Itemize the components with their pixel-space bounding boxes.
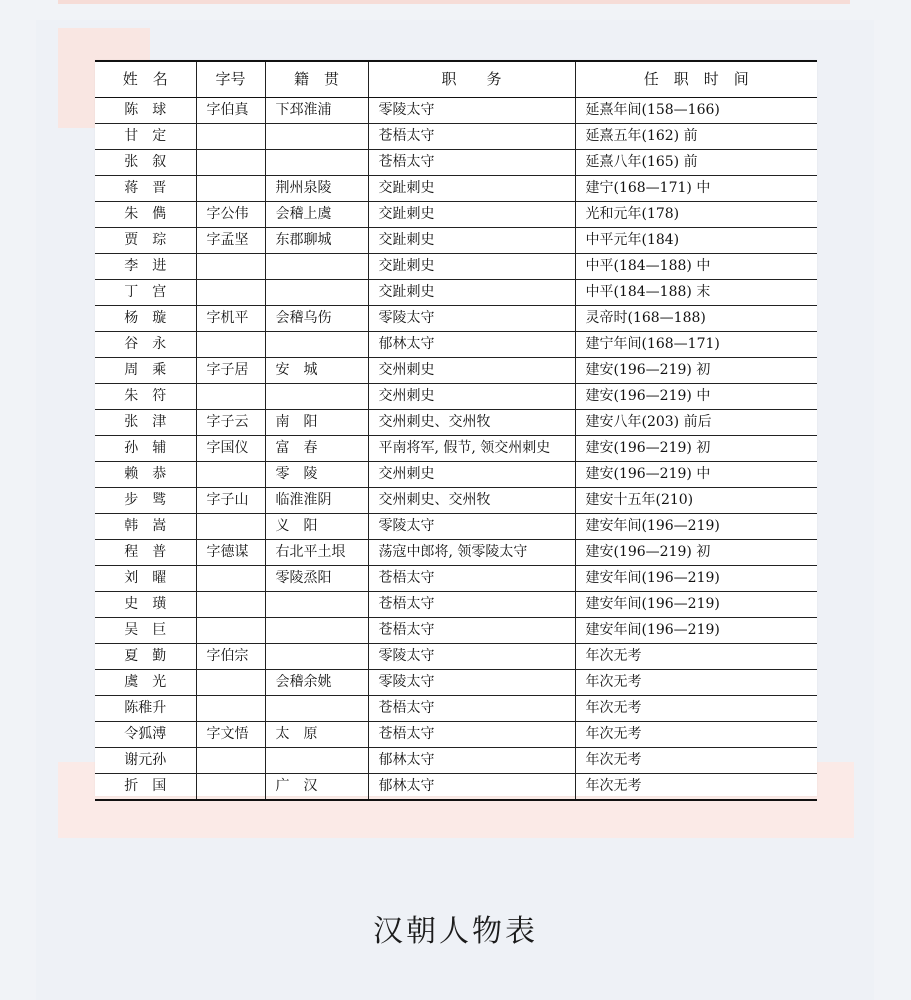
header-term-of-office: 任 职 时 间	[575, 61, 817, 98]
cell-courtesy-name	[196, 696, 265, 722]
table-row	[95, 254, 817, 280]
cell-courtesy-name	[196, 670, 265, 696]
cell-courtesy-name: 字伯真	[196, 98, 265, 124]
cell-native-place: 富 春	[265, 436, 368, 462]
cell-native-place: 荆州泉陵	[265, 176, 368, 202]
cell-term: 建安八年(203) 前后	[575, 410, 817, 436]
cell-term: 年次无考	[575, 670, 817, 696]
cell-courtesy-name	[196, 514, 265, 540]
cell-native-place: 安 城	[265, 358, 368, 384]
cell-office: 零陵太守	[368, 670, 575, 696]
cell-office: 交趾刺史	[368, 202, 575, 228]
top-decorative-strip	[58, 0, 850, 4]
cell-name: 蒋 晋	[95, 176, 196, 202]
table-row	[95, 618, 817, 644]
table-header-row	[95, 61, 817, 98]
cell-courtesy-name: 字子居	[196, 358, 265, 384]
header-name: 姓 名	[95, 61, 196, 98]
cell-native-place: 零陵烝阳	[265, 566, 368, 592]
cell-name: 谷 永	[95, 332, 196, 358]
table-row	[95, 332, 817, 358]
cell-office: 零陵太守	[368, 306, 575, 332]
cell-term: 建安年间(196—219)	[575, 592, 817, 618]
table-row	[95, 98, 817, 124]
table-row	[95, 124, 817, 150]
cell-name: 孙 辅	[95, 436, 196, 462]
cell-office: 苍梧太守	[368, 566, 575, 592]
cell-term: 光和元年(178)	[575, 202, 817, 228]
table-row	[95, 748, 817, 774]
cell-name: 周 乘	[95, 358, 196, 384]
cell-native-place: 右北平土垠	[265, 540, 368, 566]
cell-courtesy-name	[196, 254, 265, 280]
cell-term: 中平(184—188) 中	[575, 254, 817, 280]
cell-office: 郁林太守	[368, 774, 575, 801]
cell-office: 郁林太守	[368, 332, 575, 358]
table-row	[95, 150, 817, 176]
cell-term: 建宁年间(168—171)	[575, 332, 817, 358]
cell-term: 建安年间(196—219)	[575, 514, 817, 540]
cell-office: 交趾刺史	[368, 280, 575, 306]
cell-term: 年次无考	[575, 696, 817, 722]
cell-name: 李 进	[95, 254, 196, 280]
cell-office: 苍梧太守	[368, 696, 575, 722]
table-row	[95, 228, 817, 254]
table-row	[95, 566, 817, 592]
cell-office: 苍梧太守	[368, 618, 575, 644]
cell-courtesy-name	[196, 566, 265, 592]
table-row	[95, 670, 817, 696]
cell-office: 交州刺史、交州牧	[368, 410, 575, 436]
cell-name: 折 国	[95, 774, 196, 801]
cell-courtesy-name: 字公伟	[196, 202, 265, 228]
cell-native-place	[265, 618, 368, 644]
cell-native-place: 东郡聊城	[265, 228, 368, 254]
cell-native-place: 会稽上虞	[265, 202, 368, 228]
cell-office: 苍梧太守	[368, 722, 575, 748]
cell-native-place	[265, 748, 368, 774]
cell-term: 延熹八年(165) 前	[575, 150, 817, 176]
cell-native-place	[265, 592, 368, 618]
cell-name: 夏 勤	[95, 644, 196, 670]
cell-courtesy-name	[196, 150, 265, 176]
cell-native-place: 太 原	[265, 722, 368, 748]
cell-name: 甘 定	[95, 124, 196, 150]
cell-native-place	[265, 124, 368, 150]
cell-term: 建宁(168—171) 中	[575, 176, 817, 202]
cell-term: 延熹年间(158—166)	[575, 98, 817, 124]
cell-name: 杨 璇	[95, 306, 196, 332]
cell-native-place: 临淮淮阴	[265, 488, 368, 514]
header-native-place: 籍 贯	[265, 61, 368, 98]
cell-office: 苍梧太守	[368, 150, 575, 176]
cell-courtesy-name: 字机平	[196, 306, 265, 332]
cell-office: 郁林太守	[368, 748, 575, 774]
cell-term: 延熹五年(162) 前	[575, 124, 817, 150]
cell-native-place	[265, 696, 368, 722]
table-row	[95, 592, 817, 618]
cell-term: 建安年间(196—219)	[575, 618, 817, 644]
cell-native-place: 南 阳	[265, 410, 368, 436]
cell-office: 交州刺史	[368, 462, 575, 488]
table-row	[95, 488, 817, 514]
scanned-document	[95, 60, 817, 796]
cell-term: 建安(196—219) 初	[575, 358, 817, 384]
cell-office: 交州刺史、交州牧	[368, 488, 575, 514]
cell-office: 交趾刺史	[368, 176, 575, 202]
cell-term: 中平(184—188) 末	[575, 280, 817, 306]
cell-courtesy-name	[196, 384, 265, 410]
table-row	[95, 280, 817, 306]
han-dynasty-officials-table	[95, 60, 817, 801]
cell-name: 陈稚升	[95, 696, 196, 722]
cell-term: 建安(196—219) 初	[575, 436, 817, 462]
cell-courtesy-name	[196, 592, 265, 618]
cell-term: 年次无考	[575, 644, 817, 670]
cell-name: 陈 球	[95, 98, 196, 124]
cell-courtesy-name	[196, 462, 265, 488]
cell-name: 张 叙	[95, 150, 196, 176]
cell-courtesy-name: 字子云	[196, 410, 265, 436]
cell-term: 年次无考	[575, 774, 817, 801]
cell-native-place: 会稽乌伤	[265, 306, 368, 332]
cell-courtesy-name	[196, 618, 265, 644]
table-row	[95, 410, 817, 436]
cell-native-place	[265, 644, 368, 670]
cell-office: 平南将军, 假节, 领交州刺史	[368, 436, 575, 462]
cell-office: 交州刺史	[368, 358, 575, 384]
table-row	[95, 462, 817, 488]
cell-term: 中平元年(184)	[575, 228, 817, 254]
cell-term: 建安(196—219) 初	[575, 540, 817, 566]
table-row	[95, 436, 817, 462]
cell-office: 零陵太守	[368, 644, 575, 670]
cell-native-place	[265, 280, 368, 306]
cell-native-place: 零 陵	[265, 462, 368, 488]
cell-name: 刘 曜	[95, 566, 196, 592]
cell-name: 令狐溥	[95, 722, 196, 748]
cell-native-place: 下邳淮浦	[265, 98, 368, 124]
cell-native-place	[265, 384, 368, 410]
cell-office: 零陵太守	[368, 98, 575, 124]
table-row	[95, 540, 817, 566]
cell-term: 年次无考	[575, 748, 817, 774]
cell-name: 吴 巨	[95, 618, 196, 644]
table-row	[95, 176, 817, 202]
cell-native-place: 义 阳	[265, 514, 368, 540]
cell-office: 交州刺史	[368, 384, 575, 410]
cell-term: 建安(196—219) 中	[575, 462, 817, 488]
cell-name: 朱 儁	[95, 202, 196, 228]
cell-courtesy-name	[196, 332, 265, 358]
table-row	[95, 696, 817, 722]
page-caption: 汉朝人物表	[373, 914, 538, 949]
cell-name: 程 普	[95, 540, 196, 566]
cell-courtesy-name: 字子山	[196, 488, 265, 514]
header-office: 职 务	[368, 61, 575, 98]
cell-office: 苍梧太守	[368, 124, 575, 150]
cell-native-place	[265, 254, 368, 280]
cell-office: 荡寇中郎将, 领零陵太守	[368, 540, 575, 566]
cell-courtesy-name	[196, 748, 265, 774]
cell-name: 步 骘	[95, 488, 196, 514]
cell-native-place: 会稽余姚	[265, 670, 368, 696]
cell-office: 交趾刺史	[368, 254, 575, 280]
table-row	[95, 514, 817, 540]
cell-name: 丁 宫	[95, 280, 196, 306]
cell-native-place	[265, 150, 368, 176]
cell-name: 赖 恭	[95, 462, 196, 488]
header-courtesy-name: 字号	[196, 61, 265, 98]
cell-courtesy-name	[196, 280, 265, 306]
cell-native-place	[265, 332, 368, 358]
table-body	[95, 98, 817, 801]
table-row	[95, 774, 817, 801]
cell-term: 建安十五年(210)	[575, 488, 817, 514]
cell-name: 史 璜	[95, 592, 196, 618]
cell-term: 年次无考	[575, 722, 817, 748]
cell-courtesy-name: 字德谋	[196, 540, 265, 566]
table-row	[95, 644, 817, 670]
cell-courtesy-name	[196, 124, 265, 150]
cell-courtesy-name	[196, 774, 265, 801]
table-row	[95, 384, 817, 410]
cell-name: 虞 光	[95, 670, 196, 696]
cell-name: 张 津	[95, 410, 196, 436]
cell-courtesy-name: 字国仪	[196, 436, 265, 462]
cell-term: 建安(196—219) 中	[575, 384, 817, 410]
cell-name: 韩 嵩	[95, 514, 196, 540]
cell-name: 贾 琮	[95, 228, 196, 254]
table-row	[95, 358, 817, 384]
cell-courtesy-name	[196, 176, 265, 202]
table-row	[95, 306, 817, 332]
cell-native-place: 广 汉	[265, 774, 368, 801]
cell-name: 谢元孙	[95, 748, 196, 774]
cell-courtesy-name: 字伯宗	[196, 644, 265, 670]
cell-term: 灵帝时(168—188)	[575, 306, 817, 332]
cell-term: 建安年间(196—219)	[575, 566, 817, 592]
cell-office: 交趾刺史	[368, 228, 575, 254]
cell-courtesy-name: 字文悟	[196, 722, 265, 748]
cell-courtesy-name: 字孟坚	[196, 228, 265, 254]
table-row	[95, 722, 817, 748]
cell-name: 朱 符	[95, 384, 196, 410]
table-row	[95, 202, 817, 228]
cell-office: 零陵太守	[368, 514, 575, 540]
cell-office: 苍梧太守	[368, 592, 575, 618]
